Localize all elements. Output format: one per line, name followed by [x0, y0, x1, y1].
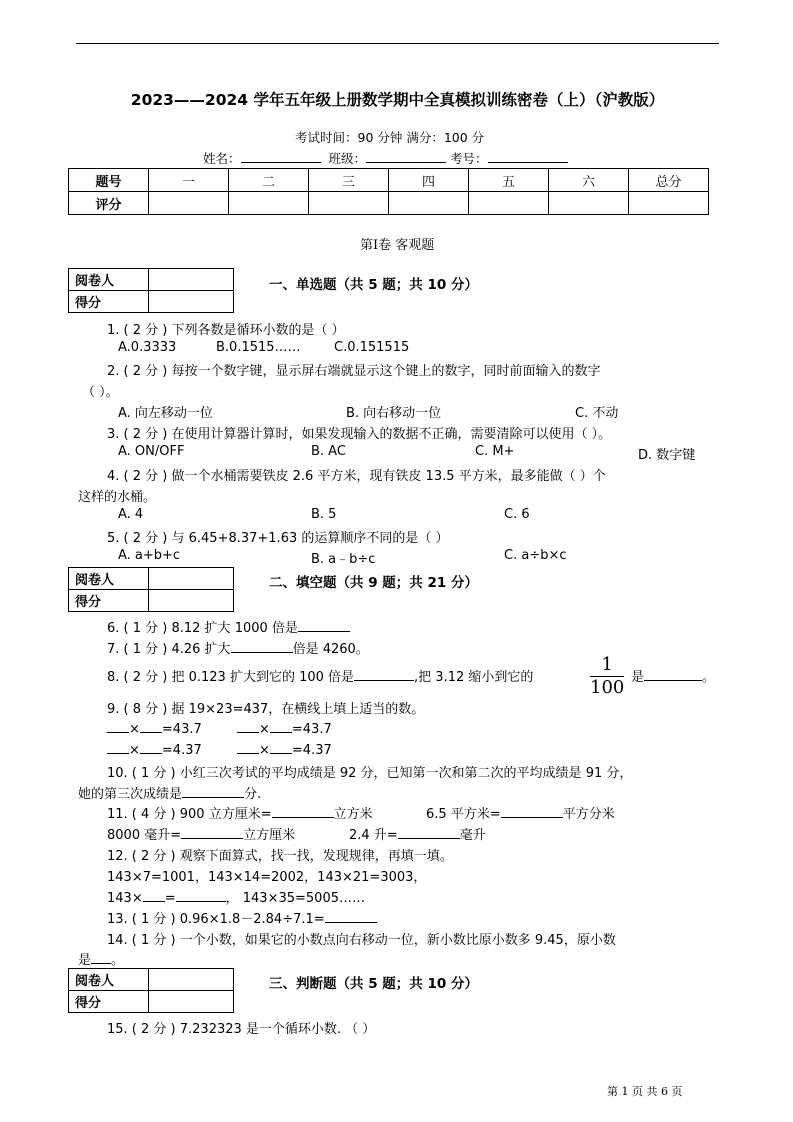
score-table [68, 168, 709, 215]
score-col-4: 四 [389, 169, 469, 192]
question-9-row [237, 741, 332, 758]
student-info-line [203, 149, 568, 167]
score-row-label: 评分 [69, 192, 149, 215]
question-8-end [631, 666, 715, 685]
option[interactable]: C.0.151515 [334, 340, 410, 355]
q11-b-pre: 6.5 平方米= [426, 807, 501, 822]
score-col-3: 三 [309, 169, 389, 192]
question-number-label: 题号 [69, 169, 149, 192]
class-label: 班级： [328, 151, 367, 166]
grader-label: 阅卷人 [69, 969, 149, 991]
answer-blank[interactable] [237, 741, 259, 754]
question-8-post: 是 [631, 670, 645, 685]
question-8-period: 。 [702, 670, 716, 685]
question-2: 2. ( 2 分 ) 每按一个数字键，显示屏右端就显示这个键上的数字，同时前面输入的数字 [107, 364, 601, 379]
score-cell[interactable] [309, 192, 389, 215]
section-heading: 二、填空题（共 9 题；共 21 分） [269, 575, 478, 591]
times-sign: × [129, 722, 140, 737]
answer-blank[interactable] [140, 741, 162, 754]
question-8 [107, 666, 533, 685]
score-table-score-row [69, 192, 709, 215]
result-text: =43.7 [291, 722, 332, 737]
question-11-a [107, 803, 373, 822]
grader-label: 阅卷人 [69, 568, 149, 590]
score-label: 得分 [69, 590, 149, 612]
answer-blank[interactable] [107, 741, 129, 754]
score-col-6: 六 [549, 169, 629, 192]
answer-blank[interactable] [231, 640, 293, 653]
score-cell[interactable] [149, 590, 234, 612]
question-1: 1. ( 2 分 ) 下列各数是循环小数的是（ ） [107, 323, 345, 338]
question-9-row [107, 741, 202, 758]
score-cell[interactable] [229, 192, 309, 215]
grader-box [68, 968, 234, 1013]
option[interactable]: A. 向左移动一位 [118, 406, 213, 421]
score-cell[interactable] [549, 192, 629, 215]
section-heading: 一、单选题（共 5 题；共 10 分） [269, 277, 478, 293]
answer-blank[interactable] [140, 720, 162, 733]
q12-l2b: = [164, 891, 176, 906]
answer-blank[interactable] [237, 720, 259, 733]
answer-blank[interactable] [298, 619, 350, 632]
times-sign: × [259, 743, 270, 758]
question-4-cont: 这样的水桶。 [78, 490, 157, 505]
grader-cell[interactable] [149, 969, 234, 991]
answer-blank[interactable] [176, 889, 226, 902]
answer-blank[interactable] [181, 826, 243, 839]
question-12-line1: 143×7=1001，143×14=2002，143×21=3003， [107, 870, 427, 885]
grader-label: 阅卷人 [69, 269, 149, 291]
score-col-2: 二 [229, 169, 309, 192]
score-cell[interactable] [629, 192, 709, 215]
question-5: 5. ( 2 分 ) 与 6.45+8.37+1.63 的运算顺序不同的是（ ） [107, 531, 449, 546]
answer-blank[interactable] [644, 668, 702, 681]
question-8-pre: 8. ( 2 分 ) 把 0.123 扩大到它的 100 倍是 [107, 670, 355, 685]
score-cell[interactable] [389, 192, 469, 215]
answer-blank[interactable] [325, 910, 377, 923]
option[interactable]: D. 数字键 [638, 448, 696, 463]
score-label: 得分 [69, 291, 149, 313]
fraction-numerator: 1 [601, 654, 613, 675]
answer-blank[interactable] [501, 805, 563, 818]
score-col-5: 五 [469, 169, 549, 192]
score-cell[interactable] [149, 991, 234, 1013]
q11-a-post: 立方米 [333, 807, 373, 822]
page-footer: 第 1 页 共 6 页 [607, 1085, 683, 1098]
q11-a-pre: 11. ( 4 分 ) 900 立方厘米= [107, 807, 272, 822]
question-4: 4. ( 2 分 ) 做一个水桶需要铁皮 2.6 平方米，现有铁皮 13.5 平方米，最多能做（ ）个 [107, 469, 606, 484]
answer-blank[interactable] [143, 889, 165, 902]
option[interactable]: A.0.3333 [118, 340, 177, 355]
q12-l2a: 143× [107, 891, 143, 906]
page-title: 2023——2024 学年五年级上册数学期中全真模拟训练密卷（上）（沪教版） [130, 91, 665, 109]
times-sign: × [259, 722, 270, 737]
score-cell[interactable] [149, 291, 234, 313]
q11-c-post: 立方厘米 [243, 828, 296, 843]
option[interactable]: C. a÷b×c [504, 548, 567, 563]
score-cell[interactable] [149, 192, 229, 215]
answer-blank[interactable] [107, 720, 129, 733]
exam-info: 考试时间：90 分钟 满分：100 分 [295, 130, 485, 145]
answer-blank[interactable] [91, 951, 111, 964]
class-field[interactable] [366, 150, 446, 163]
grader-box [68, 268, 234, 313]
answer-blank[interactable] [272, 805, 334, 818]
grader-cell[interactable] [149, 269, 234, 291]
question-12: 12. ( 2 分 ) 观察下面算式，找一找，发现规律，再填一填。 [107, 849, 453, 864]
question-11-d [349, 824, 486, 843]
option[interactable]: B. a﹣b÷c [311, 552, 376, 567]
question-12-line2 [107, 887, 365, 906]
option[interactable]: B. AC [311, 444, 346, 459]
score-table-header-row [69, 169, 709, 192]
section-heading: 三、判断题（共 5 题；共 10 分） [269, 976, 478, 992]
question-10: 10. ( 1 分 ) 小红三次考试的平均成绩是 92 分，已知第一次和第二次的平均成绩是 91 分， [107, 766, 633, 781]
answer-blank[interactable] [270, 741, 292, 754]
option[interactable]: A. ON/OFF [118, 444, 185, 459]
q12-l2c: ， 143×35=5005…… [225, 891, 365, 906]
top-rule [76, 43, 719, 44]
score-col-total: 总分 [629, 169, 709, 192]
result-text: =43.7 [161, 722, 202, 737]
question-13-text: 13. ( 1 分 ) 0.96×1.8－2.84÷7.1= [107, 912, 325, 927]
question-13 [107, 908, 377, 927]
question-15: 15. ( 2 分 ) 7.232323 是一个循环小数. （ ） [107, 1022, 376, 1037]
option[interactable]: B. 5 [311, 507, 337, 522]
option[interactable]: B.0.1515…… [216, 340, 301, 355]
score-label: 得分 [69, 991, 149, 1013]
answer-blank[interactable] [270, 720, 292, 733]
answer-blank[interactable] [182, 785, 244, 798]
result-text: =4.37 [161, 743, 202, 758]
option[interactable]: B. 向右移动一位 [346, 406, 442, 421]
question-9: 9. ( 8 分 ) 据 19×23=437，在横线上填上适当的数。 [107, 702, 425, 717]
question-14: 14. ( 1 分 ) 一个小数，如果它的小数点向右移动一位，新小数比原小数多 9.45，原小数 [107, 933, 616, 948]
option[interactable]: C. 不动 [575, 406, 619, 421]
grader-cell[interactable] [149, 568, 234, 590]
q14-cont-pre: 是 [78, 953, 92, 968]
part-title: 第Ⅰ卷 客观题 [360, 238, 435, 253]
question-3: 3. ( 2 分 ) 在使用计算器计算时，如果发现输入的数据不正确，需要清除可以使用（ ）。 [107, 427, 612, 442]
question-7 [107, 638, 369, 657]
answer-blank[interactable] [398, 826, 460, 839]
question-11-c [107, 824, 295, 843]
score-cell[interactable] [469, 192, 549, 215]
option[interactable]: C. 6 [504, 507, 530, 522]
question-6-text: 6. ( 1 分 ) 8.12 扩大 1000 倍是 [107, 621, 298, 636]
q14-cont-post: 。 [111, 953, 125, 968]
times-sign: × [129, 743, 140, 758]
fraction-denominator: 100 [590, 677, 625, 698]
fraction-one-hundredth [590, 656, 624, 697]
question-6 [107, 617, 350, 636]
question-14-cont [78, 949, 124, 968]
question-7-pre: 7. ( 1 分 ) 4.26 扩大 [107, 642, 231, 657]
question-10-cont [78, 783, 261, 802]
question-7-post: 倍是 4260。 [292, 642, 369, 657]
score-col-1: 一 [149, 169, 229, 192]
question-8-mid: ,把 3.12 缩小到它的 [414, 670, 534, 685]
q11-d-post: 毫升 [459, 828, 486, 843]
question-11-b [426, 803, 615, 822]
question-10-cont-pre: 她的第三次成绩是 [78, 787, 183, 802]
q11-c-pre: 8000 毫升= [107, 828, 182, 843]
name-label: 姓名： [203, 151, 241, 166]
question-9-row [237, 720, 332, 737]
q11-d-pre: 2.4 升= [349, 828, 398, 843]
question-10-cont-post: 分. [244, 787, 262, 802]
option[interactable]: C. M+ [475, 444, 515, 459]
name-field[interactable] [241, 150, 321, 163]
grader-box [68, 567, 234, 612]
result-text: =4.37 [291, 743, 332, 758]
number-label: 考号： [450, 151, 488, 166]
question-2-cont: （ ）。 [82, 385, 119, 400]
answer-blank[interactable] [354, 668, 414, 681]
q11-b-post: 平方分米 [562, 807, 615, 822]
option[interactable]: A. 4 [118, 507, 144, 522]
question-9-row [107, 720, 202, 737]
number-field[interactable] [488, 150, 568, 163]
option[interactable]: A. a+b+c [118, 548, 181, 563]
